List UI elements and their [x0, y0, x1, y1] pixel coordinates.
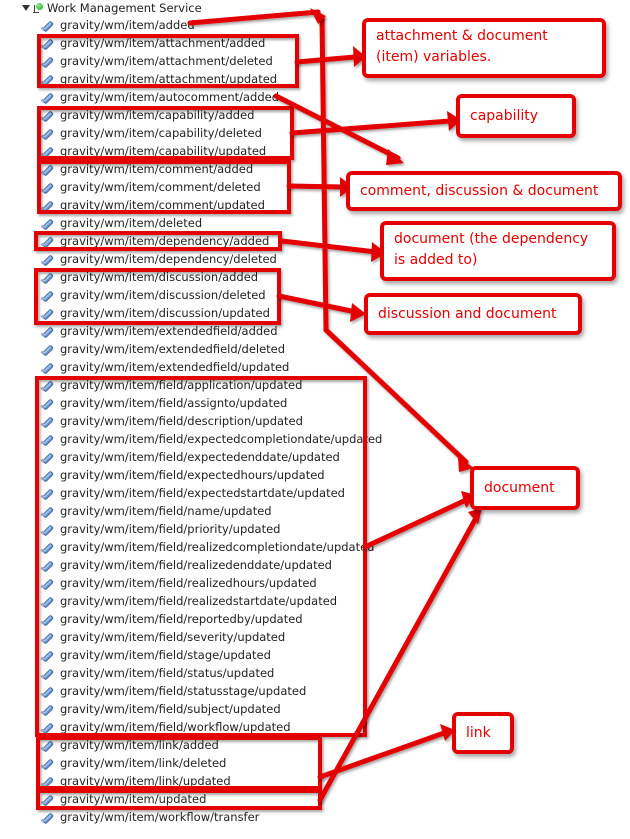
tree-item-label: gravity/wm/item/updated [60, 792, 207, 806]
tree-item-label: gravity/wm/item/field/expectedstartdate/updated [60, 486, 345, 500]
tree-item-label: gravity/wm/item/attachment/updated [60, 72, 278, 86]
arrow-added-horizontal [190, 12, 318, 23]
arrow-main-vertical [322, 18, 326, 330]
tree-item-label: gravity/wm/item/field/realizedenddate/updated [60, 558, 332, 572]
tree-item-label: gravity/wm/item/dependency/deleted [60, 252, 277, 266]
tree-item-label: gravity/wm/item/field/reportedby/updated [60, 612, 303, 626]
arrow-capability [292, 121, 450, 133]
tree-item-label: gravity/wm/item/field/subject/updated [60, 702, 281, 716]
tree-item-label: gravity/wm/item/deleted [60, 216, 203, 230]
tree-item-label: gravity/wm/item/field/priority/updated [60, 522, 281, 536]
highlight-box-capability [39, 108, 292, 158]
tree-item-label: gravity/wm/item/discussion/added [60, 270, 259, 284]
tree-item-label: gravity/wm/item/link/updated [60, 774, 231, 788]
tree-item-label: gravity/wm/item/field/expectedenddate/updated [60, 450, 340, 464]
highlight-box-attachment [39, 36, 297, 86]
tree-item-label: gravity/wm/item/field/assignto/updated [60, 396, 288, 410]
tree-item-label: gravity/wm/item/capability/deleted [60, 126, 262, 140]
tree-item-label: gravity/wm/item/field/workflow/updated [60, 720, 291, 734]
tree-item-label: gravity/wm/item/autocomment/added [60, 90, 280, 104]
tree-item-label: gravity/wm/item/field/application/updated [60, 378, 303, 392]
tree-item-label: gravity/wm/item/field/realizedstartdate/updated [60, 594, 338, 608]
callout-link: link [452, 712, 514, 754]
callout-document: document [470, 466, 580, 510]
tree-item-label: gravity/wm/item/field/realizedcompletiondate/updated [60, 540, 375, 554]
highlight-box-dependency [36, 233, 280, 249]
callout-comment: comment, discussion & document [346, 171, 622, 211]
tree-item-label: gravity/wm/item/field/severity/updated [60, 630, 286, 644]
tree-item-label: gravity/wm/item/field/description/updated [60, 414, 303, 428]
tree-item-label: gravity/wm/item/extendedfield/updated [60, 360, 290, 374]
callout-capability: capability [456, 94, 576, 138]
tree-item-label: gravity/wm/item/dependency/added [60, 234, 270, 248]
tree-item-label: gravity/wm/item/capability/added [60, 108, 255, 122]
tree-item-label: gravity/wm/item/link/added [60, 738, 219, 752]
tree-item-label: gravity/wm/item/attachment/added [60, 36, 266, 50]
tree-item-label: gravity/wm/item/discussion/updated [60, 306, 270, 320]
tree-item-label: gravity/wm/item/field/realizedhours/updated [60, 576, 317, 590]
tree-item-label: gravity/wm/item/attachment/deleted [60, 54, 273, 68]
arrow-dependency [282, 241, 376, 252]
tree-item-label: gravity/wm/item/workflow/transfer [60, 810, 260, 824]
arrow-attachment [297, 57, 355, 62]
highlight-box-updated [38, 791, 320, 808]
highlight-box-comment [39, 162, 289, 212]
highlight-box-link [38, 738, 320, 788]
tree-item-label: gravity/wm/item/comment/deleted [60, 180, 261, 194]
highlight-box-discussion [36, 270, 279, 323]
callout-dependency: document (the dependency is added to) [380, 221, 616, 281]
tree-item-label: gravity/wm/item/capability/updated [60, 144, 267, 158]
tree-item-label: gravity/wm/item/extendedfield/deleted [60, 342, 286, 356]
arrow-field [365, 500, 466, 547]
tree-item-label: gravity/wm/item/comment/updated [60, 198, 265, 212]
tree-item-label: gravity/wm/item/field/expectedcompletiondate/updated [60, 432, 383, 446]
tree-item-label: gravity/wm/item/comment/added [60, 162, 254, 176]
tree-item-label: gravity/wm/item/added [60, 18, 195, 32]
callout-discussion: discussion and document [364, 293, 582, 335]
tree-item-label: gravity/wm/item/link/deleted [60, 756, 227, 770]
callout-attachment: attachment & document (item) variables. [362, 18, 606, 78]
tree-item-label: gravity/wm/item/field/expectedhours/updated [60, 468, 325, 482]
arrow-to-document-from-vertical [326, 330, 466, 462]
tree-item-label: gravity/wm/item/field/status/updated [60, 666, 275, 680]
arrowhead-autocomment [386, 149, 404, 165]
arrow-updated [320, 518, 476, 800]
arrow-discussion [279, 296, 356, 312]
tree-item-label: gravity/wm/item/field/statusstage/updated [60, 684, 307, 698]
tree-item-label: gravity/wm/item/discussion/deleted [60, 288, 266, 302]
tree-item-label: gravity/wm/item/extendedfield/added [60, 324, 278, 338]
tree-item-label: gravity/wm/item/field/stage/updated [60, 648, 271, 662]
highlight-box-field [37, 378, 365, 735]
tree-item-label: gravity/wm/item/field/name/updated [60, 504, 272, 518]
tree-root-label: Work Management Service [47, 1, 202, 15]
arrow-comment [289, 186, 343, 187]
